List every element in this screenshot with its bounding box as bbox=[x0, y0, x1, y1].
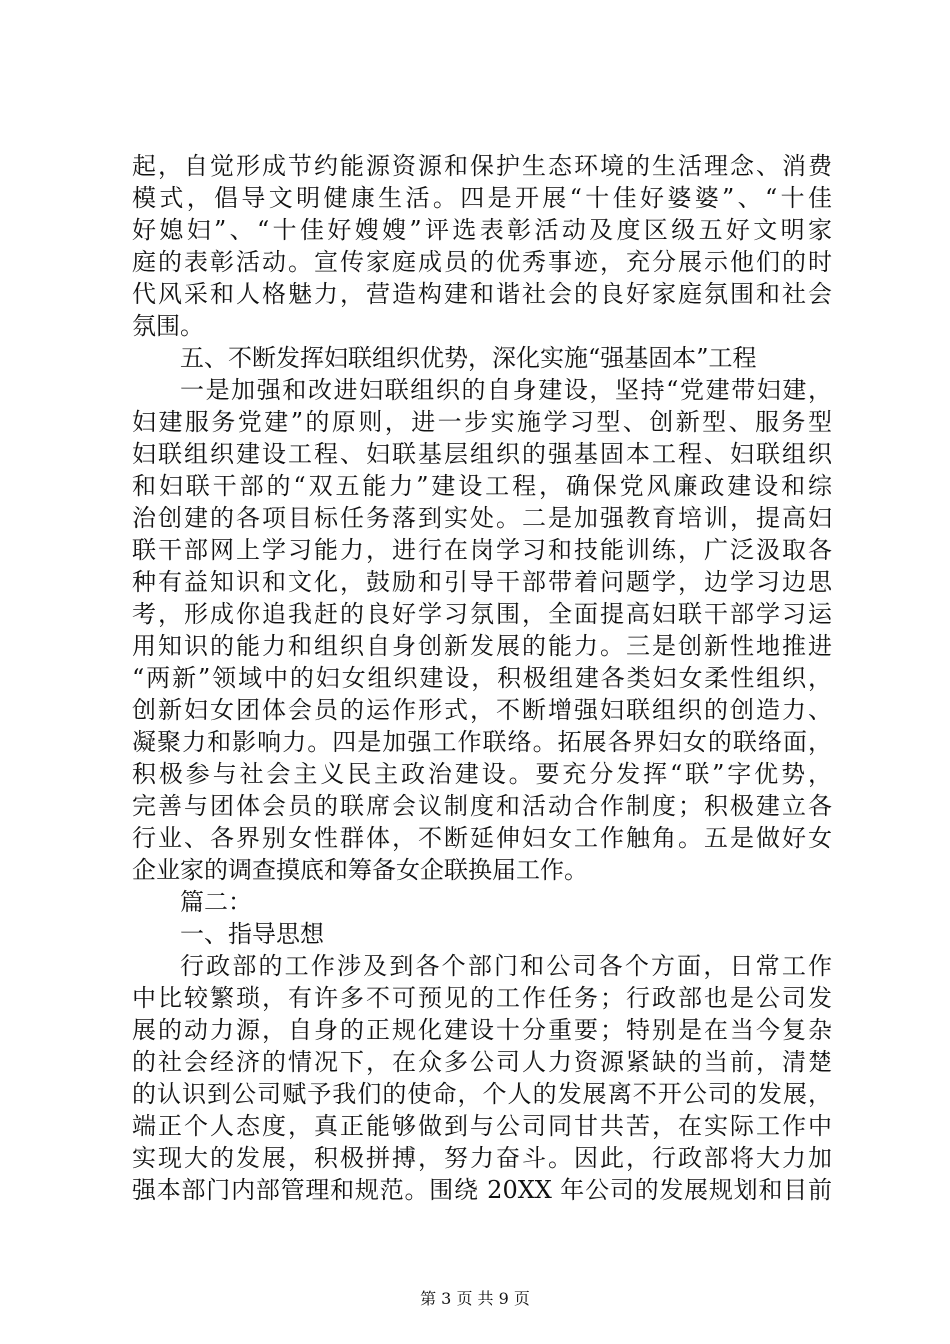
text-line: 创新妇女团体会员的运作形式，不断增强妇联组织的创造力、 bbox=[132, 696, 832, 724]
text-line: 起，自觉形成节约能源资源和保护生态环境的生活理念、消费 bbox=[132, 152, 832, 180]
text-line: 模式，倡导文明健康生活。四是开展“十佳好婆婆”、“十佳 bbox=[132, 184, 832, 212]
text-line: 一是加强和改进妇联组织的自身建设，坚持“党建带妇建， bbox=[180, 376, 832, 404]
text-line: 考，形成你追我赶的良好学习氛围，全面提高妇联干部学习运 bbox=[132, 600, 832, 628]
text-line: 和妇联干部的“双五能力”建设工程，确保党风廉政建设和综 bbox=[132, 472, 832, 500]
text-line: 企业家的调查摸底和筹备女企联换届工作。 bbox=[132, 856, 588, 884]
text-line: 的认识到公司赋予我们的使命，个人的发展离不开公司的发展， bbox=[132, 1080, 832, 1108]
section-heading: 篇二： bbox=[180, 888, 252, 916]
text-line: 强本部门内部管理和规范。围绕 20XX 年公司的发展规划和目前 bbox=[132, 1176, 832, 1204]
text-line: 庭的表彰活动。宣传家庭成员的优秀事迹，充分展示他们的时 bbox=[132, 248, 832, 276]
text-line: 种有益知识和文化，鼓励和引导干部带着问题学，边学习边思 bbox=[132, 568, 832, 596]
text-line: 实现大的发展，积极拼搏，努力奋斗。因此，行政部将大力加 bbox=[132, 1144, 832, 1172]
text-line: 氛围。 bbox=[132, 312, 204, 340]
text-line: 行政部的工作涉及到各个部门和公司各个方面，日常工作 bbox=[180, 952, 832, 980]
text-line: 代风采和人格魅力，营造构建和谐社会的良好家庭氛围和社会 bbox=[132, 280, 832, 308]
text-line: 妇联组织建设工程、妇联基层组织的强基固本工程、妇联组织 bbox=[132, 440, 832, 468]
text-line: 中比较繁琐，有许多不可预见的工作任务；行政部也是公司发 bbox=[132, 984, 832, 1012]
document-body bbox=[132, 150, 832, 1206]
text-line: 好媳妇”、“十佳好嫂嫂”评选表彰活动及度区级五好文明家 bbox=[132, 216, 832, 244]
text-line: 的社会经济的情况下，在众多公司人力资源紧缺的当前，清楚 bbox=[132, 1048, 832, 1076]
section-heading: 一、指导思想 bbox=[180, 920, 324, 948]
text-line: 治创建的各项目标任务落到实处。二是加强教育培训，提高妇 bbox=[132, 504, 832, 532]
text-line: 完善与团体会员的联席会议制度和活动合作制度；积极建立各 bbox=[132, 792, 832, 820]
text-line: 妇建服务党建”的原则，进一步实施学习型、创新型、服务型 bbox=[132, 408, 832, 436]
text-line: 积极参与社会主义民主政治建设。要充分发挥“联”字优势， bbox=[132, 760, 832, 788]
text-line: 凝聚力和影响力。四是加强工作联络。拓展各界妇女的联络面， bbox=[132, 728, 832, 756]
text-line: 展的动力源，自身的正规化建设十分重要；特别是在当今复杂 bbox=[132, 1016, 832, 1044]
text-line: 联干部网上学习能力，进行在岗学习和技能训练，广泛汲取各 bbox=[132, 536, 832, 564]
text-line: 用知识的能力和组织自身创新发展的能力。三是创新性地推进 bbox=[132, 632, 832, 660]
text-line: 行业、各界别女性群体，不断延伸妇女工作触角。五是做好女 bbox=[132, 824, 832, 852]
page-footer: 第 3 页 共 9 页 bbox=[420, 1289, 530, 1308]
text-line: “两新”领域中的妇女组织建设，积极组建各类妇女柔性组织， bbox=[132, 664, 832, 692]
text-line: 端正个人态度，真正能够做到与公司同甘共苦，在实际工作中 bbox=[132, 1112, 832, 1140]
section-heading: 五、不断发挥妇联组织优势，深化实施“强基固本”工程 bbox=[180, 344, 757, 372]
